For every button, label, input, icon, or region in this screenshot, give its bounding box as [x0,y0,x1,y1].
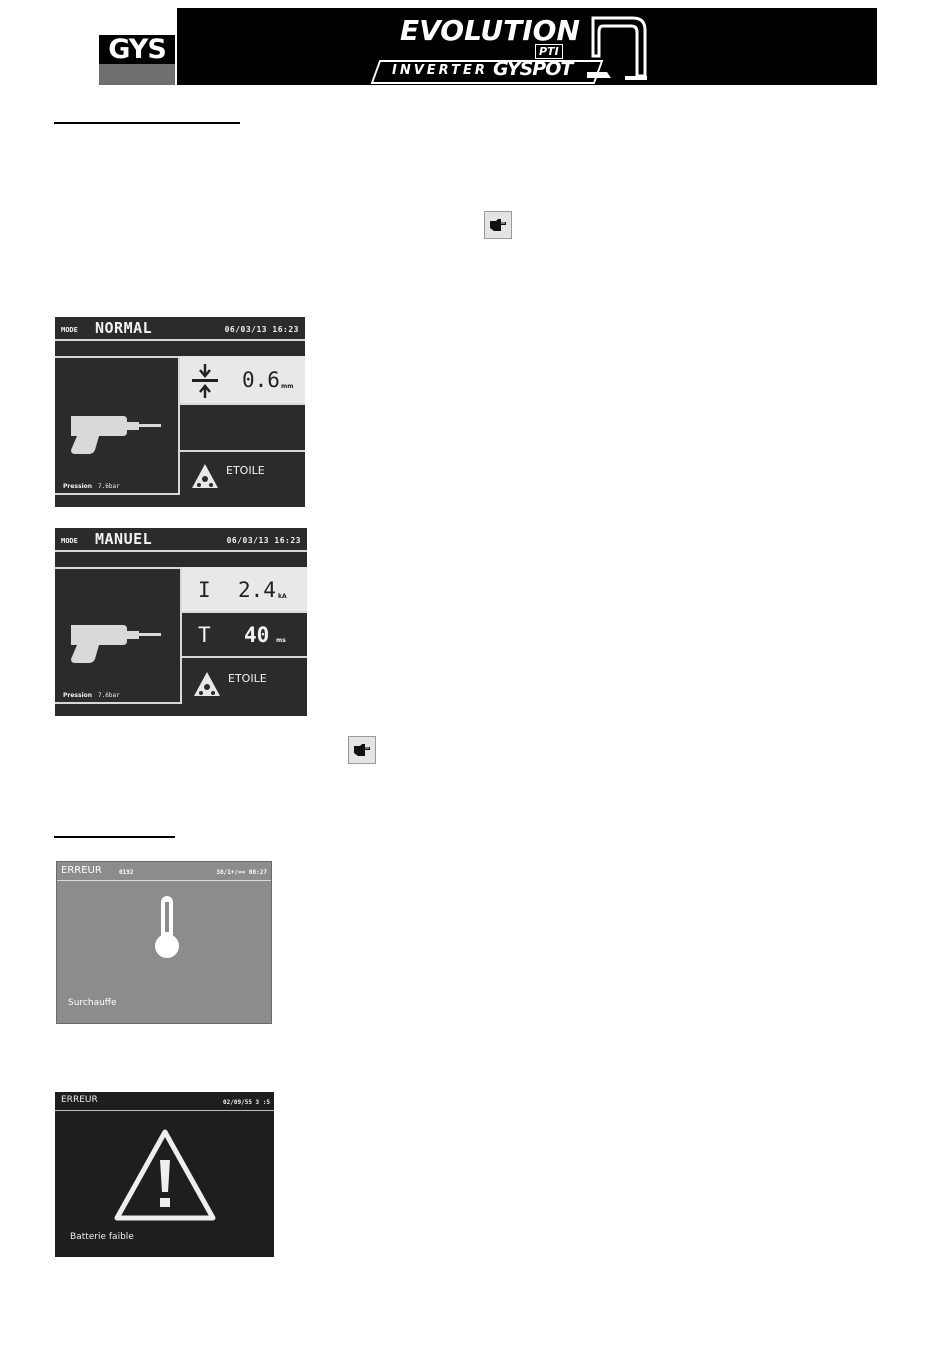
current-cell[interactable] [182,567,307,613]
mode-value: MANUEL [95,530,153,548]
subtitle-inverter: INVERTER [392,63,488,78]
pressure-value: 7.6bar [98,483,120,490]
star-electrode-icon [194,672,220,696]
screen-datetime: 06/03/13 16:23 [224,325,299,334]
screen-datetime: 02/09/55 3 :5 [223,1099,270,1106]
hand-pointer-glyph [489,218,507,232]
pressure-label: Pression [63,483,93,490]
screen-datetime: 06/03/13 16:23 [226,536,301,545]
error-code: 0192 [119,869,134,876]
product-name: EVOLUTION [400,14,580,47]
screen-header [55,317,305,341]
screen-datetime: 38/1+/== 08:27 [216,869,267,876]
section-heading-underline [54,122,240,124]
screen-header [57,862,271,881]
tool-panel [55,567,182,704]
electrode-label: ETOILE [226,464,265,477]
electrode-label: ETOILE [228,672,267,685]
warning-triangle-icon [113,1128,217,1222]
spot-gun-icon [65,398,165,478]
thickness-cell[interactable] [180,356,305,405]
time-value: 40 [244,623,270,647]
thickness-value: 0.6 [242,368,280,392]
c-clamp-icon [585,12,655,84]
section-heading-underline [54,836,175,838]
hand-pointer-glyph [353,743,371,757]
header-divider [175,8,177,85]
star-electrode-icon [192,464,218,488]
screen-header [55,528,307,552]
error-title: ERREUR [61,865,102,876]
tool-panel [55,356,180,495]
pressure-label: Pression [63,692,93,699]
parameter-column [180,356,305,495]
empty-cell [180,405,305,452]
gys-logo-text: GYS [108,34,166,65]
mode-label: MODE [61,326,78,334]
hand-pointer-icon [484,211,512,239]
pressure-value: 7.6bar [98,692,120,699]
gys-logo [99,8,175,85]
product-suffix: PTI [535,44,563,59]
spot-gun-icon [65,607,165,687]
error-screen-overheat [56,861,272,1024]
thickness-arrows-icon [192,364,218,398]
error-screen-battery [55,1092,274,1257]
thickness-unit: mm [281,383,294,390]
lcd-screen-manual [55,528,307,716]
time-unit: ms [276,637,286,644]
time-cell[interactable] [182,613,307,658]
error-message: Batterie faible [70,1232,134,1242]
current-unit: kA [278,593,287,600]
thermometer-icon [152,896,182,960]
current-symbol: I [198,578,211,602]
electrode-cell[interactable] [180,452,305,495]
subtitle-gyspot: GYSPOT [493,58,573,80]
parameter-column [182,567,307,704]
mode-label: MODE [61,537,78,545]
mode-value: NORMAL [95,319,153,337]
hand-pointer-icon [348,736,376,764]
error-title: ERREUR [61,1095,98,1105]
lcd-screen-normal [55,317,305,507]
current-value: 2.4 [238,578,276,602]
pressure-readout [63,483,120,490]
pressure-readout [63,692,120,699]
electrode-cell[interactable] [182,658,307,704]
error-message: Surchauffe [68,998,117,1008]
time-symbol: T [198,623,211,647]
screen-header [55,1092,274,1111]
